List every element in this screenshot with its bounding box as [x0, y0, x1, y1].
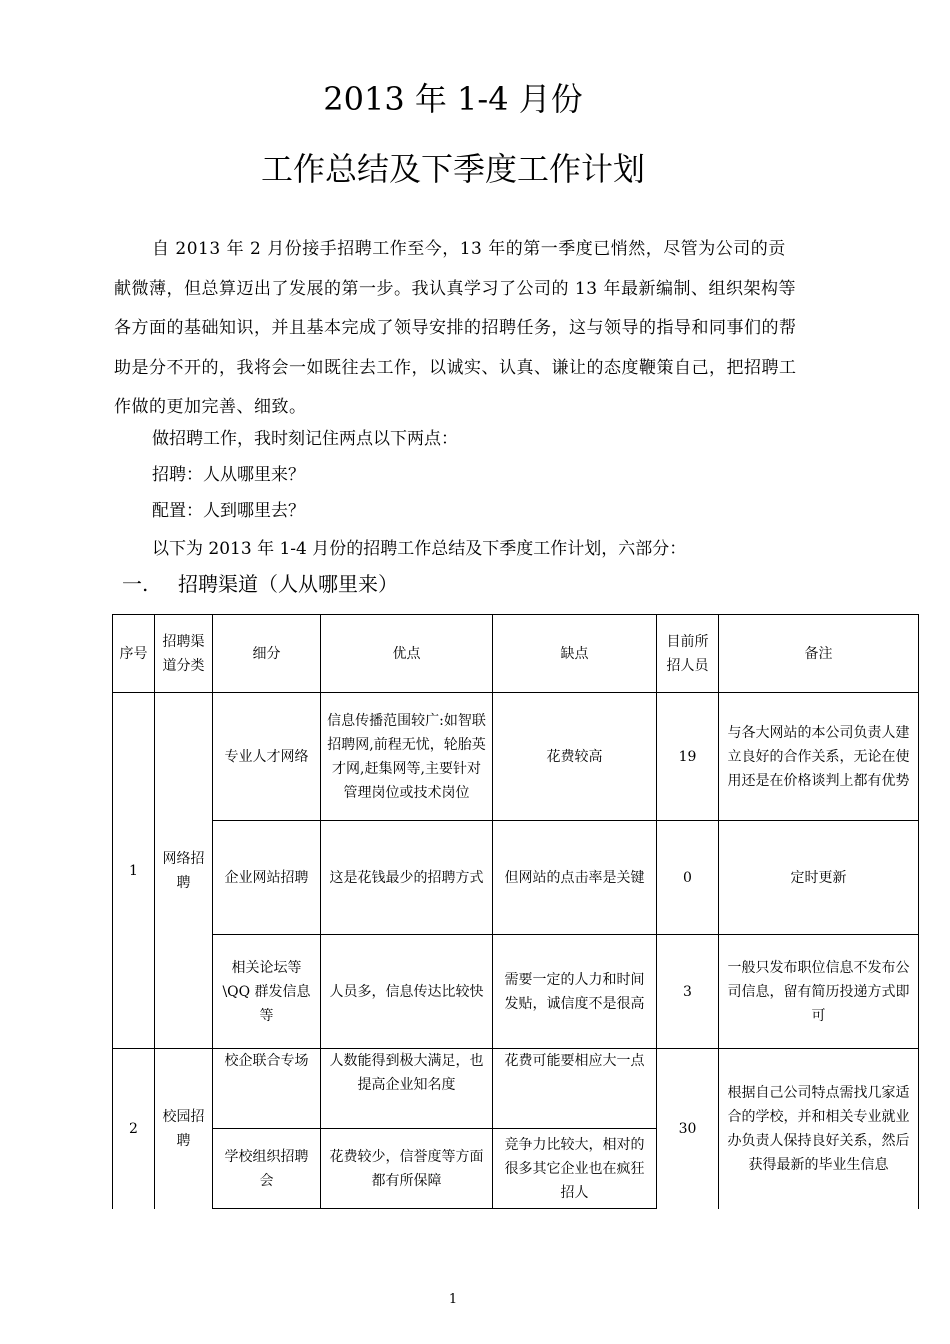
pros-cell: 信息传播范围较广:如智联招聘网,前程无忧，轮胎英才网,赶集网等,主要针对管理岗位或技术岗位 [321, 693, 493, 821]
note-cell: 一般只发布职位信息不发布公司信息，留有简历投递方式即可 [719, 935, 919, 1049]
count-cell: 30 [657, 1049, 719, 1209]
table-row [113, 693, 919, 821]
page-number: 1 [448, 1292, 458, 1307]
sub-cell: 企业网站招聘 [213, 821, 321, 935]
table-row [113, 821, 919, 935]
count-cell: 19 [657, 693, 719, 821]
section-title: 招聘渠道（人从哪里来） [178, 572, 398, 596]
pros-cell: 花费较少，信誉度等方面都有所保障 [321, 1129, 493, 1209]
sub-cell: 校企联合专场 [213, 1049, 321, 1129]
body-line: 做招聘工作，我时刻记住两点以下两点： [152, 429, 458, 449]
note-cell: 根据自己公司特点需找几家适合的学校，并和相关专业就业办负责人保持良好关系，然后获得最新的毕业生信息 [719, 1049, 919, 1209]
body-line: 招聘：人从哪里来？ [152, 465, 305, 485]
pros-cell: 这是花钱最少的招聘方式 [321, 821, 493, 935]
sub-cell: 学校组织招聘会 [213, 1129, 321, 1209]
header-cell: 招聘渠道分类 [155, 615, 213, 693]
count-cell: 3 [657, 935, 719, 1049]
table-header-row [113, 615, 919, 693]
cons-cell: 需要一定的人力和时间发贴，诚信度不是很高 [493, 935, 657, 1049]
section-number: 一. [122, 572, 149, 596]
cons-cell: 花费可能要相应大一点 [493, 1049, 657, 1129]
body-line: 以下为 2013 年 1-4 月份的招聘工作总结及下季度工作计划，六部分： [152, 539, 687, 559]
sub-cell: 专业人才网络 [213, 693, 321, 821]
pros-cell: 人员多，信息传达比较快 [321, 935, 493, 1049]
cons-cell: 花费较高 [493, 693, 657, 821]
header-cell: 缺点 [493, 615, 657, 693]
document-subtitle: 工作总结及下季度工作计划 [260, 150, 645, 188]
recruitment-channel-table [112, 614, 919, 1209]
header-cell: 优点 [321, 615, 493, 693]
category-cell: 网络招聘 [155, 693, 213, 1049]
pros-cell: 人数能得到极大满足，也提高企业知名度 [321, 1049, 493, 1129]
row-number-cell: 1 [113, 693, 155, 1049]
header-cell: 备注 [719, 615, 919, 693]
section-heading [122, 568, 398, 597]
count-cell: 0 [657, 821, 719, 935]
category-cell: 校园招聘 [155, 1049, 213, 1209]
body-line: 配置：人到哪里去？ [152, 501, 305, 521]
note-cell: 与各大网站的本公司负责人建立良好的合作关系，无论在使用还是在价格谈判上都有优势 [719, 693, 919, 821]
note-cell: 定时更新 [719, 821, 919, 935]
intro-paragraph: 自 2013 年 2 月份接手招聘工作至今，13 年的第一季度已悄然，尽管为公司的贡献微薄，但总算迈出了发展的第一步。我认真学习了公司的 13 年最新编制、组织架构等各方面的基础知识，并且基本完成了领导安排的招聘任务，这与领导的指导和同事们的帮助是分不开的，我将会一如既往去工作，以诚实、认真、谦让的态度鞭策自己，把招聘工作做的更加完善、细致。 [114, 239, 797, 418]
header-cell: 目前所招人员 [657, 615, 719, 693]
header-cell: 细分 [213, 615, 321, 693]
row-number-cell: 2 [113, 1049, 155, 1209]
table-row [113, 935, 919, 1049]
header-cell: 序号 [113, 615, 155, 693]
cons-cell: 但网站的点击率是关键 [493, 821, 657, 935]
document-title: 2013 年 1-4 月份 [323, 80, 583, 118]
cons-cell: 竞争力比较大，相对的很多其它企业也在疯狂招人 [493, 1129, 657, 1209]
sub-cell: 相关论坛等\QQ 群发信息等 [213, 935, 321, 1049]
table-row [113, 1049, 919, 1129]
